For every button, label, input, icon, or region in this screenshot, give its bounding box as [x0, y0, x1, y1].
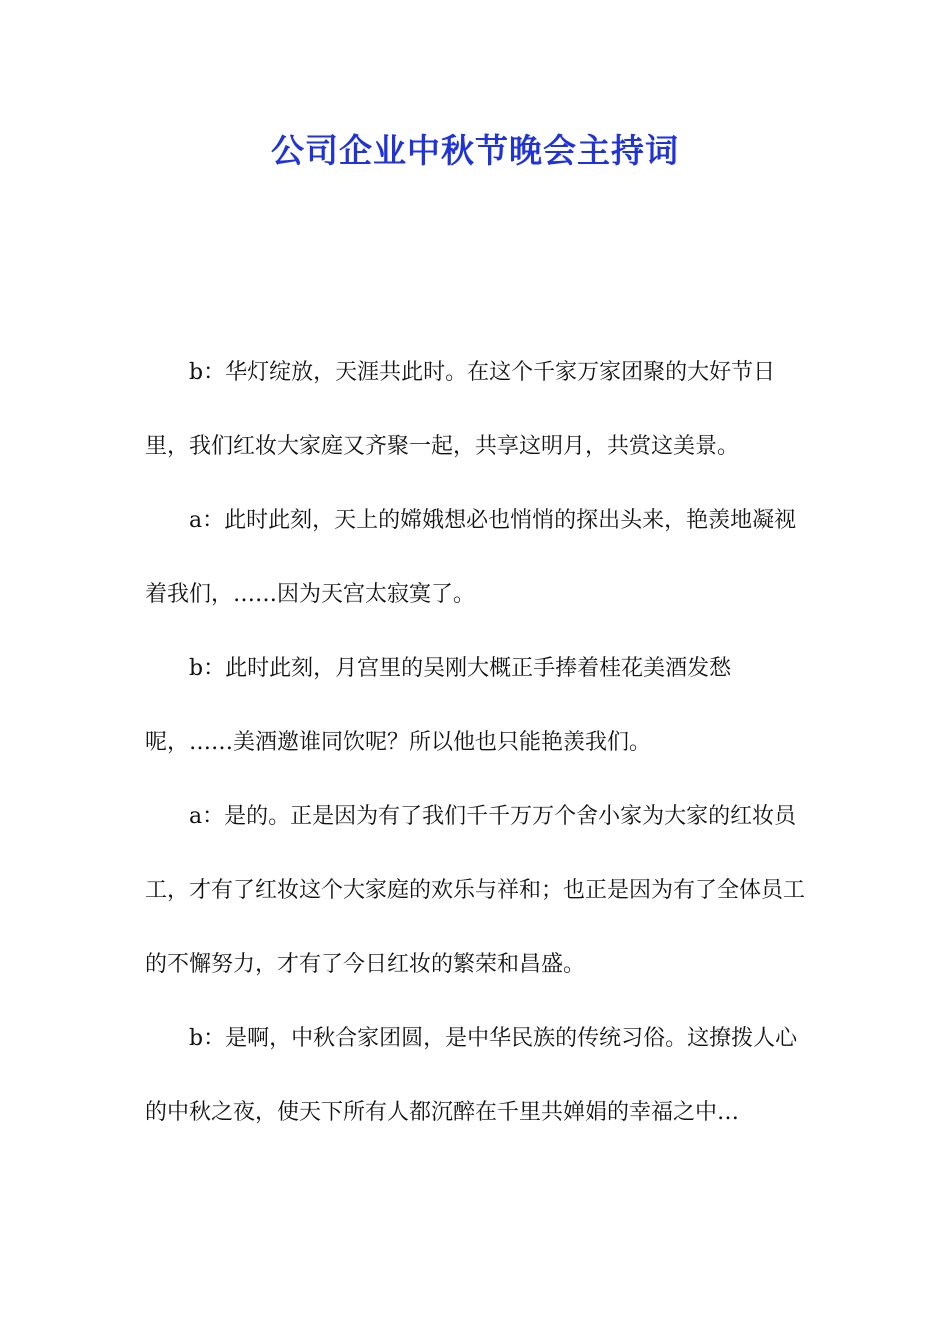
paragraph-5: b：是啊，中秋合家团圆，是中华民族的传统习俗。这撩拨人心的中秋之夜，使天下所有人都沉醉在千里共婵娟的幸福之中…	[145, 1026, 798, 1125]
paragraph-2: a：此时此刻，天上的嫦娥想必也悄悄的探出头来，艳羡地凝视着我们，……因为天宫太寂寞了。	[145, 508, 797, 607]
document-body	[145, 336, 813, 1150]
paragraph-1: b：华灯绽放，天涯共此时。在这个千家万家团聚的大好节日里，我们红妆大家庭又齐聚一起，共享这明月，共赏这美景。	[145, 360, 776, 459]
paragraph-3: b：此时此刻，月宫里的吴刚大概正手捧着桂花美酒发愁呢，……美酒邀谁同饮呢？所以他也只能艳羡我们。	[145, 656, 732, 755]
document-title: 公司企业中秋节晚会主持词	[271, 131, 679, 170]
paragraph-4: a：是的。正是因为有了我们千千万万个舍小家为大家的红妆员工，才有了红妆这个大家庭的欢乐与祥和；也正是因为有了全体员工的不懈努力，才有了今日红妆的繁荣和昌盛。	[145, 804, 806, 977]
